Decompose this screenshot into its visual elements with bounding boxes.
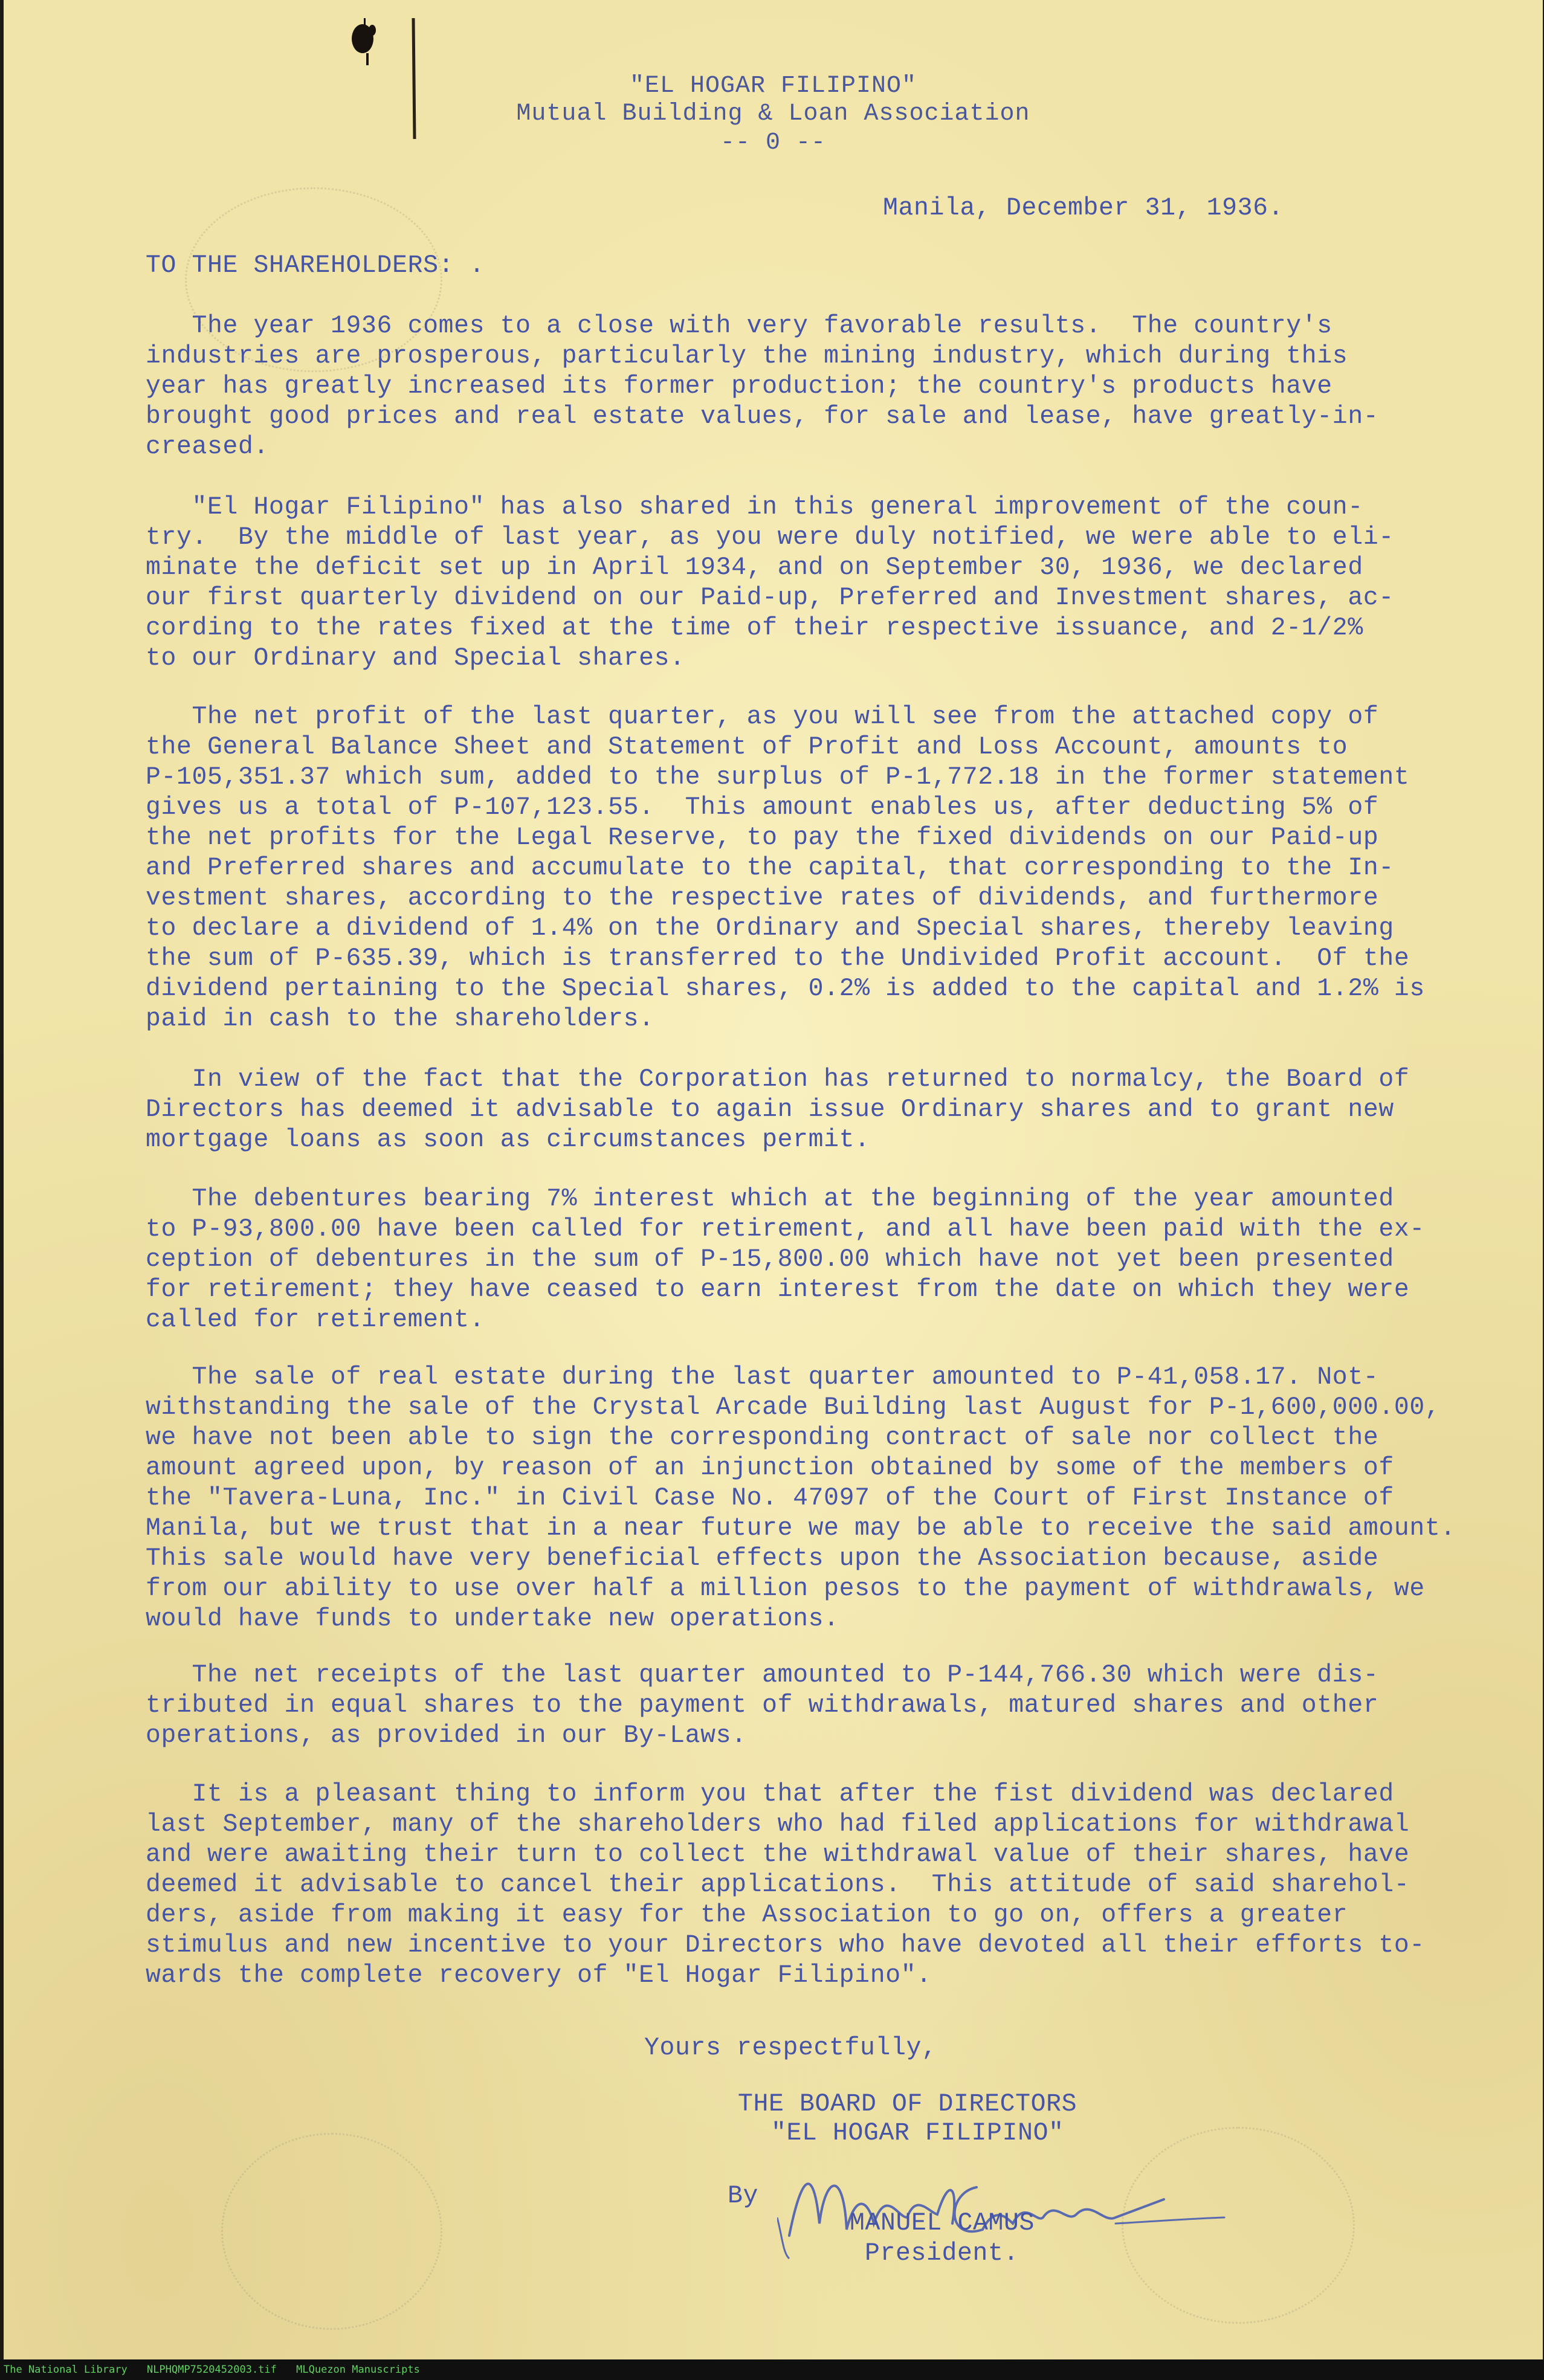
text-line: to our Ordinary and Special shares. bbox=[146, 644, 685, 672]
text-line: and were awaiting their turn to collect the withdrawal value of their shares, have bbox=[146, 1840, 1410, 1869]
text-line: to declare a dividend of 1.4% on the Ordinary and Special shares, thereby leaving bbox=[146, 914, 1394, 943]
text-line: wards the complete recovery of "El Hogar Filipino". bbox=[146, 1961, 932, 1990]
text-line: called for retirement. bbox=[146, 1306, 485, 1334]
date-line: Manila, December 31, 1936. bbox=[883, 194, 1284, 222]
text-line: paid in cash to the shareholders. bbox=[146, 1005, 654, 1033]
text-line: our first quarterly dividend on our Paid-up, Preferred and Investment shares, ac- bbox=[146, 584, 1394, 612]
text-line: P-105,351.37 which sum, added to the surplus of P-1,772.18 in the former statement bbox=[146, 763, 1410, 792]
text-line: last September, many of the shareholders who had filed applications for withdrawal bbox=[146, 1810, 1410, 1839]
text-line: "El Hogar Filipino" has also shared in this general improvement of the coun- bbox=[146, 493, 1363, 521]
text-line: from our ability to use over half a million pesos to the payment of withdrawals, we bbox=[146, 1575, 1425, 1603]
text-line: try. By the middle of last year, as you were duly notified, we were able to eli- bbox=[146, 523, 1394, 552]
valediction: Yours respectfully, bbox=[644, 2034, 937, 2062]
text-line: mortgage loans as soon as circumstances permit. bbox=[146, 1126, 870, 1154]
text-line: stimulus and new incentive to your Directors who have devoted all their efforts to- bbox=[146, 1931, 1425, 1959]
text-line: amount agreed upon, by reason of an injunction obtained by some of the members of bbox=[146, 1454, 1394, 1482]
text-line: industries are prosperous, particularly the mining industry, which during this bbox=[146, 342, 1348, 370]
letterhead-subtitle: Mutual Building & Loan Association bbox=[516, 100, 1030, 127]
text-line: we have not been able to sign the corresponding contract of sale nor collect the bbox=[146, 1424, 1379, 1452]
text-line: The net receipts of the last quarter amounted to P-144,766.30 which were dis- bbox=[146, 1661, 1379, 1689]
text-line: The year 1936 comes to a close with very favorable results. The country's bbox=[146, 312, 1332, 340]
text-line: the net profits for the Legal Reserve, to pay the fixed dividends on our Paid-up bbox=[146, 824, 1379, 852]
text-line: year has greatly increased its former production; the country's products have bbox=[146, 372, 1332, 401]
letterhead-name: "EL HOGAR FILIPINO" bbox=[629, 73, 917, 100]
text-line: Directors has deemed it advisable to again issue Ordinary shares and to grant new bbox=[146, 1095, 1394, 1124]
footer-institution: The National Library bbox=[4, 2364, 128, 2376]
text-line: ception of debentures in the sum of P-15,800.00 which have not yet been presented bbox=[146, 1245, 1394, 1274]
faded-stamp bbox=[221, 2133, 442, 2330]
signer-title: President. bbox=[865, 2239, 1019, 2268]
text-line: The net profit of the last quarter, as you will see from the attached copy of bbox=[146, 703, 1379, 731]
text-line: the "Tavera-Luna, Inc." in Civil Case No. 47097 of the Court of First Instance of bbox=[146, 1484, 1394, 1512]
text-line: vestment shares, according to the respective rates of dividends, and furthermore bbox=[146, 884, 1379, 912]
text-line: creased. bbox=[146, 433, 270, 461]
signer-name: MANUEL CAMUS bbox=[850, 2209, 1035, 2237]
text-line: and Preferred shares and accumulate to the capital, that corresponding to the In- bbox=[146, 854, 1394, 882]
text-line: The debentures bearing 7% interest which at the beginning of the year amounted bbox=[146, 1185, 1394, 1213]
archive-footer bbox=[0, 2359, 1544, 2380]
text-line: cording to the rates fixed at the time of their respective issuance, and 2-1/2% bbox=[146, 614, 1363, 642]
text-line: dividend pertaining to the Special shares, 0.2% is added to the capital and 1.2% is bbox=[146, 975, 1425, 1003]
letterhead-separator: -- 0 -- bbox=[720, 129, 827, 156]
text-line: Manila, but we trust that in a near future we may be able to receive the said amount. bbox=[146, 1514, 1456, 1543]
text-line: gives us a total of P-107,123.55. This amount enables us, after deducting 5% of bbox=[146, 793, 1379, 822]
text-line: minate the deficit set up in April 1934, and on September 30, 1936, we declared bbox=[146, 553, 1363, 582]
text-line: tributed in equal shares to the payment of withdrawals, matured shares and other bbox=[146, 1691, 1379, 1720]
salutation: TO THE SHAREHOLDERS: . bbox=[146, 251, 485, 280]
text-line: the General Balance Sheet and Statement of Profit and Loss Account, amounts to bbox=[146, 733, 1348, 761]
text-line: This sale would have very beneficial effects upon the Association because, aside bbox=[146, 1544, 1379, 1573]
text-line: ders, aside from making it easy for the Association to go on, offers a greater bbox=[146, 1901, 1348, 1929]
footer-file-id: NLPHQMP7520452003.tif bbox=[146, 2364, 277, 2376]
ink-blot-icon bbox=[348, 18, 380, 65]
text-line: deemed it advisable to cancel their applications. This attitude of said sharehol- bbox=[146, 1871, 1410, 1899]
text-line: In view of the fact that the Corporation has returned to normalcy, the Board of bbox=[146, 1065, 1410, 1094]
text-line: for retirement; they have ceased to earn interest from the date on which they were bbox=[146, 1275, 1410, 1304]
board-title: THE BOARD OF DIRECTORS bbox=[738, 2090, 1077, 2118]
text-line: operations, as provided in our By-Laws. bbox=[146, 1721, 747, 1750]
text-line: would have funds to undertake new operations. bbox=[146, 1605, 839, 1633]
text-line: withstanding the sale of the Crystal Arcade Building last August for P-1,600,000.00, bbox=[146, 1393, 1441, 1422]
text-line: to P-93,800.00 have been called for retirement, and all have been paid with the ex- bbox=[146, 1215, 1425, 1243]
company-name: "EL HOGAR FILIPINO" bbox=[771, 2119, 1064, 2147]
by-label: By bbox=[728, 2182, 759, 2210]
text-line: The sale of real estate during the last quarter amounted to P-41,058.17. Not- bbox=[146, 1363, 1379, 1392]
letter-page bbox=[4, 0, 1543, 2359]
text-line: the sum of P-635.39, which is transferred to the Undivided Profit account. Of the bbox=[146, 944, 1410, 973]
text-line: brought good prices and real estate values, for sale and lease, have greatly-in- bbox=[146, 402, 1379, 431]
footer-collection: MLQuezon Manuscripts bbox=[296, 2364, 420, 2376]
text-line: It is a pleasant thing to inform you that after the fist dividend was declared bbox=[146, 1780, 1394, 1808]
